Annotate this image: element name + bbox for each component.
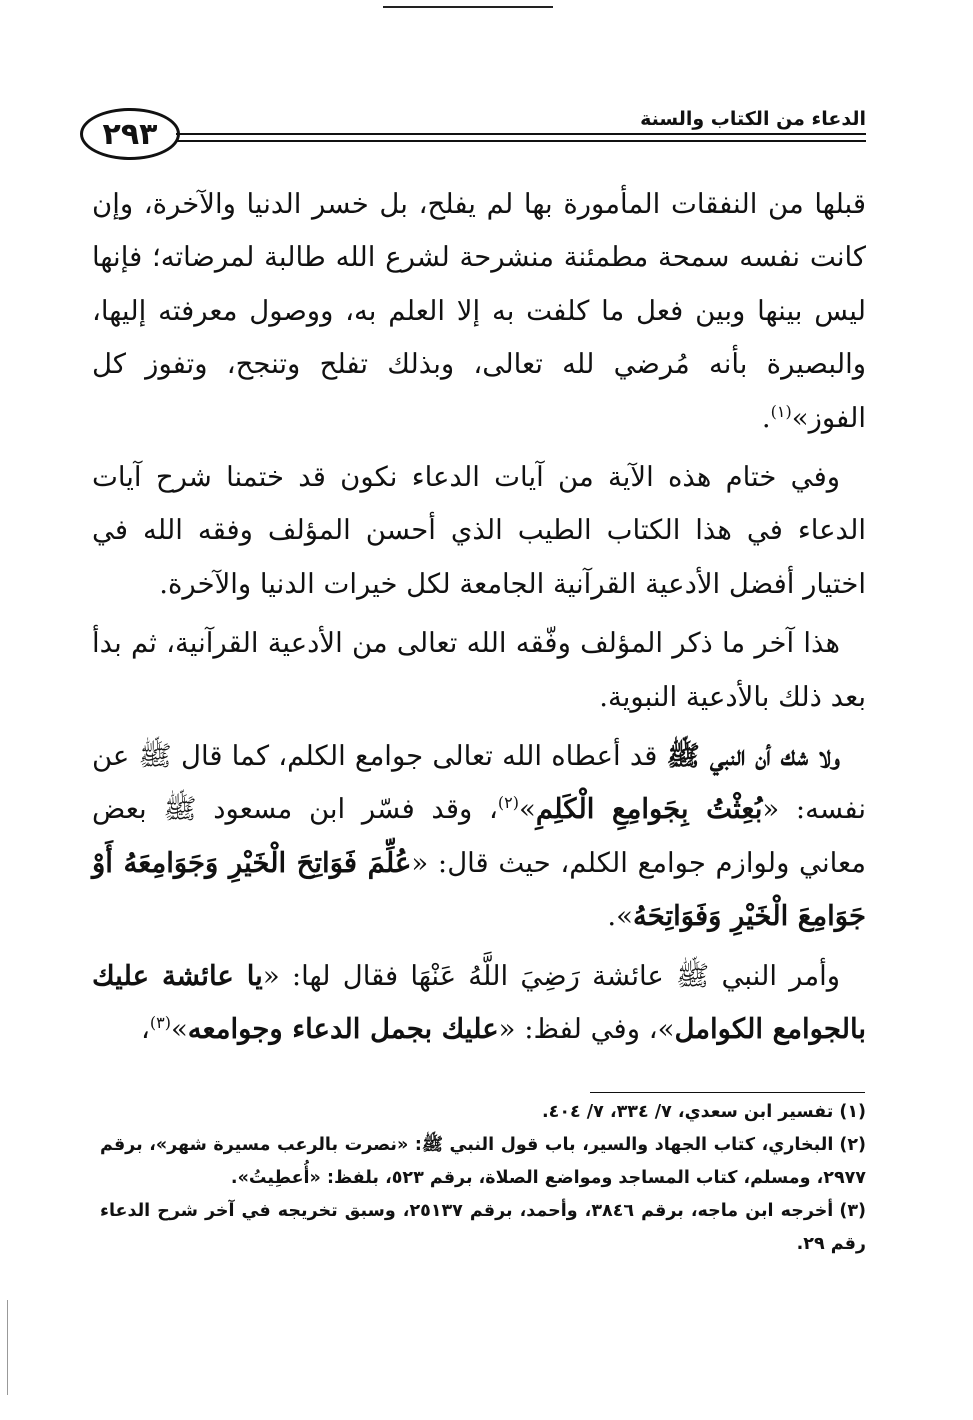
footnote-3: (٣)أخرجه ابن ماجه، برقم ٣٨٤٦، وأحمد، برقم ٢٥١٣٧، وسبق تخريجه في آخر شرح الدعاء رقم ٢٩. <box>100 1201 866 1254</box>
header-rule-upper <box>176 133 866 135</box>
header-rule-lower <box>176 140 866 142</box>
hadith-quote: عُلِّمَ فَوَاتِحَ الْخَيْرِ وَجَوَامِعَهُ أَوْ جَوَامِعَ الْخَيْرِ وَفَوَاتِحَهُ <box>92 846 866 933</box>
footnote-2: (٢)البخاري، كتاب الجهاد والسير، باب قول النبي ﷺ: «نصرت بالرعب مسيرة شهر»، برقم ٢٩٧٧، ومسلم، كتاب المساجد ومواضع الصلاة، برقم ٥٢٣، بلفظ: «أُعطِيتُ». <box>100 1135 866 1188</box>
footnote-1: (١)تفسير ابن سعدي، ٧/ ٣٣٤، ٧/ ٤٠٤. <box>541 1102 866 1122</box>
paragraph-5: وأمر النبي ﷺ عائشة رَضِيَ اللَّهُ عَنْهَا فقال لها: «يا عائشة عليك بالجوامع الكوامل»، وفي لفظ: «عليك بجمل الدعاء وجوامعه»$^{(٣)}$، <box>92 959 866 1046</box>
paragraph-4: ولا شك أن النبي ﷺ قد أعطاه الله تعالى جوامع الكلم، كما قال ﷺ عن نفسه: «بُعِثْتُ بِجَوامِعِ الْكَلِمِ»$^{(٢)}$، وقد فسّر ابن مسعود ﷺ بعض معاني ولوازم جوامع الكلم، حيث قال: «عُلِّمَ فَوَاتِحَ الْخَيْرِ وَجَوَامِعَهُ أَوْ جَوَامِعَ الْخَيْرِ وَفَوَاتِحَهُ». <box>92 740 866 933</box>
paragraph-1: قبلها من النفقات المأمورة بها لم يفلح، بل خسر الدنيا والآخرة، وإن كانت نفسه سمحة مطمئنة منشرحة لشرع الله طالبة لمرضاته؛ فإنها ليس بينها وبين فعل ما كلفت به إلا العلم به، ووصول معرفته إليها، والبصيرة بأنه مُرضي لله تعالى، وبذلك تفلح وتنجح، وتفوز كل الفوز»$^{(١)}$. <box>92 188 866 434</box>
scan-edge-line <box>7 1300 8 1395</box>
footnote-ref-2[interactable]: (٢) <box>497 793 519 813</box>
paragraph-3: هذا آخر ما ذكر المؤلف وفّقه الله تعالى من الأدعية القرآنية، ثم بدأ بعد ذلك بالأدعية النبوية. <box>92 627 866 713</box>
body-text <box>92 178 866 1057</box>
footnote-ref-1[interactable]: (١) <box>770 401 792 421</box>
footnote-ref-3[interactable]: (٣) <box>149 1012 171 1032</box>
footnote-separator <box>590 1092 865 1093</box>
footnotes <box>100 1096 866 1261</box>
hadith-quote: بُعِثْتُ بِجَوامِعِ الْكَلِمِ <box>535 793 763 826</box>
paragraph-2: وفي ختام هذه الآية من آيات الدعاء نكون قد ختمنا شرح آيات الدعاء في هذا الكتاب الطيب الذي أحسن المؤلف وفقه الله في اختيار أفضل الأدعية القرآنية الجامعة لكل خيرات الدنيا والآخرة. <box>92 461 866 600</box>
hadith-quote: يا عائشة عليك بالجوامع الكوامل <box>92 959 866 1046</box>
top-edge-rule <box>383 6 553 8</box>
page-number: ٢٩٣ <box>80 108 180 160</box>
running-title: الدعاء من الكتاب والسنة <box>632 108 866 130</box>
hadith-quote: عليك بجمل الدعاء وجوامعه <box>187 1013 499 1046</box>
